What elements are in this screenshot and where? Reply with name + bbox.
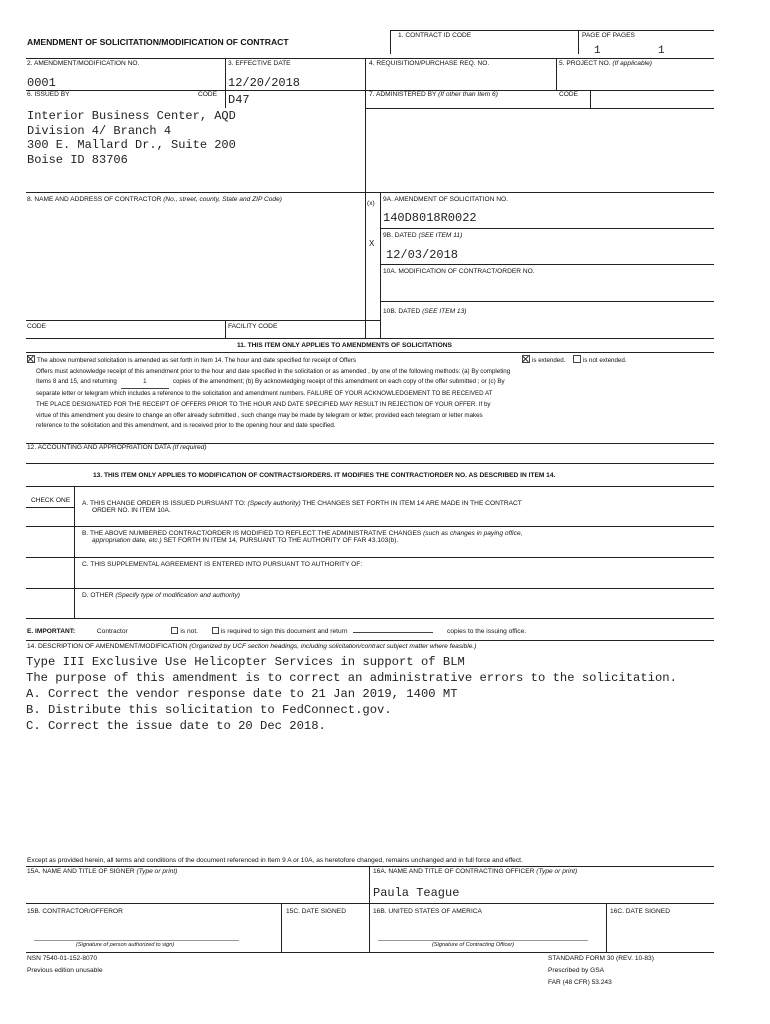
item-11-line-1-text: The above numbered solicitation is amended as set forth in Item 14. The hour and date specified for receipt of Offers: [37, 357, 356, 364]
administered-by-label: [369, 91, 498, 99]
accounting-label-text: 12. ACCOUNTING AND APPROPRIATION DATA: [27, 444, 171, 451]
option-b-line-2: [92, 537, 398, 545]
is-required-label: is required to sign this document and return: [220, 628, 348, 635]
signature-person-caption: (Signature of person authorized to sign): [76, 942, 175, 948]
rule: [365, 58, 366, 338]
form-title: AMENDMENT OF SOLICITATION/MODIFICATION OF CONTRACT: [27, 37, 289, 47]
rule: [556, 58, 557, 90]
option-b-note: (such as changes in paying office,: [423, 530, 523, 537]
dated-10b-text: 10B. DATED: [383, 308, 421, 315]
description-line: Type III Exclusive Use Helicopter Services in support of BLM: [26, 655, 465, 669]
option-a-line-2: ORDER NO. IN ITEM 10A.: [92, 507, 171, 514]
contractor-code-label: CODE: [27, 323, 47, 330]
issuing-office-address: [27, 109, 236, 167]
item-11-heading: 11. THIS ITEM ONLY APPLIES TO AMENDMENTS OF SOLICITATIONS: [237, 342, 452, 349]
except-statement: Except as provided herein, all terms and conditions of the document referenced in Item 9 A or 10A, as heretofore changed, remains unchanged and in full force and effect.: [27, 857, 523, 864]
not-extended-label: is not extended.: [582, 357, 627, 364]
dated-9b-text: 9B. DATED: [383, 232, 417, 239]
rule: [380, 192, 381, 338]
page-number: 1: [594, 45, 601, 57]
project-no-note: (If applicable): [612, 60, 652, 67]
prescribed-by: Prescribed by GSA: [548, 967, 605, 974]
date-signed-15c-label: 15C. DATE SIGNED: [286, 908, 346, 915]
page-of-pages-label: PAGE OF PAGES: [582, 32, 635, 39]
rule: [26, 903, 714, 904]
is-not-label: is not.: [180, 628, 198, 635]
option-b-line-2-note: appropriation date, etc.): [92, 537, 162, 544]
option-b-text: B. THE ABOVE NUMBERED CONTRACT/ORDER IS MODIFIED TO REFLECT THE ADMINISTRATIVE CHANGES: [82, 530, 422, 537]
admin-code-label: CODE: [559, 91, 579, 98]
description-label-note: (Organized by UCF section headings, including solicitation/contract subject matter where feasible.): [189, 643, 477, 650]
item-11-line-3a: Items 8 and 15, and returning: [36, 378, 117, 386]
copies-label: copies to the issuing office.: [447, 628, 527, 635]
issued-code-label: CODE: [198, 91, 218, 98]
rule: [74, 486, 75, 618]
requisition-label: 4. REQUISITION/PURCHASE REQ. NO.: [369, 60, 490, 67]
copies-count: 1: [121, 377, 169, 389]
contractor-label-note: (No., street, county, State and ZIP Code): [163, 196, 282, 203]
option-b-line-2-text: SET FORTH IN ITEM 14, PURSUANT TO THE AUTHORITY OF FAR 43.103(b).: [161, 537, 399, 544]
administered-by-text: 7. ADMINISTERED BY: [369, 91, 437, 98]
date-signed-16c-label: 16C. DATE SIGNED: [610, 908, 670, 915]
rule: [26, 866, 714, 867]
issued-by-label: 6. ISSUED BY: [27, 91, 70, 98]
important-row: [27, 627, 526, 636]
rule: [26, 58, 714, 59]
address-line: Boise ID 83706: [27, 152, 128, 167]
rule: [26, 352, 714, 353]
signature-co-caption: (Signature of Contracting Officer): [432, 942, 515, 948]
dated-10b-note: (SEE ITEM 13): [422, 308, 467, 315]
description-line: C. Correct the issue date to 20 Dec 2018.: [26, 719, 326, 733]
project-no-text: 5. PROJECT NO.: [559, 60, 611, 67]
item-11-line-1: [27, 355, 510, 367]
standard-form-id: STANDARD FORM 30 (REV. 10-83): [548, 955, 654, 962]
item-11-line-3b: copies of the amendment; (b) By acknowledging receipt of this amendment on each copy of the offer submitted ; or (c) By: [172, 378, 505, 386]
administered-by-note: (If other than Item 6): [438, 91, 498, 98]
address-line: 300 E. Mallard Dr., Suite 200: [27, 138, 236, 152]
rule: [26, 640, 714, 641]
rule: [26, 618, 714, 619]
item-11-line-5: THE PLACE DESIGNATED FOR THE RECEIPT OF OFFERS PRIOR TO THE HOUR AND DATE SPECIFIED MAY RESULT IN REJECTION OF YOUR OFFER. If by: [36, 400, 491, 408]
usa-label: 16B. UNITED STATES OF AMERICA: [373, 908, 482, 915]
rule: [26, 557, 714, 558]
option-d-note: (Specify type of modification and authority): [115, 592, 240, 599]
option-c: C. THIS SUPPLEMENTAL AGREEMENT IS ENTERED INTO PURSUANT TO AUTHORITY OF:: [82, 561, 363, 568]
far-reference: FAR (48 CFR) 53.243: [548, 979, 612, 986]
rule: [578, 30, 579, 54]
option-a-note: (Specify authority): [247, 500, 301, 507]
rule: [281, 903, 282, 952]
effective-date-value: 12/20/2018: [228, 76, 301, 90]
important-contractor: Contractor: [96, 628, 128, 635]
x-mark: X: [369, 239, 375, 248]
rule: [26, 588, 714, 589]
nsn-number: NSN 7540-01-152-8070: [27, 955, 98, 962]
option-d-text: D. OTHER: [82, 592, 114, 599]
rule: [606, 903, 607, 952]
is-required-checkbox[interactable]: [212, 627, 219, 634]
rule: [365, 108, 714, 109]
amendment-solicitation-label: 9A. AMENDMENT OF SOLICITATION NO.: [383, 196, 508, 203]
accounting-label: [27, 444, 207, 452]
item-11-line-2: Offers must acknowledge receipt of this amendment prior to the hour and date specified in the solicitation or as amended , by one of the following methods: (a) By completing: [36, 367, 511, 375]
rule: [225, 58, 226, 108]
address-line: Interior Business Center, AQD: [27, 109, 236, 123]
rule: [26, 952, 714, 953]
accounting-label-note: (If required): [172, 444, 207, 451]
x-column-label: (x): [367, 200, 375, 207]
is-not-checkbox[interactable]: [171, 627, 178, 634]
rule: [26, 320, 380, 321]
item-11-line-6: virtue of this amendment you desire to change an offer already submitted , such change may be made by telegram or letter, provided each telegram or letter makes: [36, 411, 483, 419]
dated-9b-note: (SEE ITEM 11): [418, 232, 463, 239]
address-line: Division 4/ Branch 4: [27, 123, 172, 138]
amendment-solicitation-value: 140D8018R0022: [383, 211, 477, 225]
contracting-officer-name: Paula Teague: [373, 886, 460, 900]
item-11-line-4: separate letter or telegram which includes a reference to the solicitation and amendment numbers. FAILURE OF YOUR ACKNOWLEDGEMENT TO BE RECEIVED AT: [36, 390, 493, 398]
dated-9b-label: [383, 232, 462, 240]
signer-name-text: 15A. NAME AND TITLE OF SIGNER: [27, 868, 135, 875]
extension-options: [522, 355, 627, 367]
rule: [390, 30, 391, 54]
description-line: The purpose of this amendment is to correct an administrative errors to the solicitation.: [26, 671, 677, 685]
option-a-text: A. THIS CHANGE ORDER IS ISSUED PURSUANT TO:: [82, 500, 246, 507]
item-11-line-3: [27, 377, 510, 389]
item-13-heading: 13. THIS ITEM ONLY APPLIES TO MODIFICATION OF CONTRACTS/ORDERS. IT MODIFIES THE CONTRACT/ORDER NO. AS DESCRIBED IN ITEM 14.: [93, 472, 556, 479]
is-extended-label: is extended.: [532, 357, 566, 364]
contracting-officer-note: (Type or print): [536, 868, 578, 875]
is-extended-checkbox[interactable]: [522, 355, 530, 363]
rule: [380, 301, 714, 302]
effective-date-label: 3. EFFECTIVE DATE: [228, 60, 291, 67]
issued-code-value: D47: [228, 93, 250, 107]
previous-edition-note: Previous edition unusable: [27, 967, 103, 974]
important-label: E. IMPORTANT:: [27, 628, 76, 635]
rule: [225, 320, 226, 338]
option-a-rest: THE CHANGES SET FORTH IN ITEM 14 ARE MADE IN THE CONTRACT: [300, 500, 522, 507]
contract-id-label: 1. CONTRACT ID CODE: [398, 32, 472, 39]
description-line: B. Distribute this solicitation to FedConnect.gov.: [26, 703, 392, 717]
rule: [26, 338, 714, 339]
rule: [26, 463, 714, 464]
amendment-no-label: 2. AMENDMENT/MODIFICATION NO.: [27, 60, 140, 67]
description-label: [27, 643, 476, 651]
description-line: A. Correct the vendor response date to 21 Jan 2019, 1400 MT: [26, 687, 458, 701]
dated-10b-label: [383, 308, 466, 316]
contracting-officer-text: 16A. NAME AND TITLE OF CONTRACTING OFFICER: [373, 868, 535, 875]
rule: [26, 192, 714, 193]
amendment-no-value: 0001: [27, 76, 56, 90]
option-d: [82, 592, 240, 600]
signer-name-label: [27, 868, 177, 876]
rule: [590, 90, 591, 108]
item-11-text: [27, 355, 510, 432]
project-no-label: [559, 60, 652, 68]
rule: [26, 486, 714, 487]
contractor-offeror-label: 15B. CONTRACTOR/OFFEROR: [27, 908, 123, 915]
rule: [380, 264, 714, 265]
description-body: [26, 654, 677, 734]
facility-code-label: FACILITY CODE: [228, 323, 278, 330]
rule: [390, 30, 714, 31]
modification-10a-label: 10A. MODIFICATION OF CONTRACT/ORDER NO.: [383, 268, 535, 275]
rule: [380, 228, 714, 229]
signer-name-note: (Type or print): [136, 868, 178, 875]
contractor-label-text: 8. NAME AND ADDRESS OF CONTRACTOR: [27, 196, 162, 203]
contractor-label: [27, 196, 282, 204]
rule: [26, 507, 74, 508]
dated-9b-value: 12/03/2018: [386, 248, 459, 262]
copies-blank[interactable]: [353, 632, 433, 633]
not-extended-checkbox[interactable]: [573, 355, 581, 363]
description-label-text: 14. DESCRIPTION OF AMENDMENT/MODIFICATION: [27, 643, 188, 650]
solicitation-amended-checkbox[interactable]: [27, 355, 35, 363]
total-pages: 1: [658, 45, 665, 57]
item-11-line-7: reference to the solicitation and this amendment, and is received prior to the opening hour and date specified.: [36, 422, 336, 430]
rule: [26, 526, 714, 527]
rule: [369, 866, 370, 952]
check-one-label: CHECK ONE: [31, 497, 71, 504]
contracting-officer-label: [373, 868, 577, 876]
